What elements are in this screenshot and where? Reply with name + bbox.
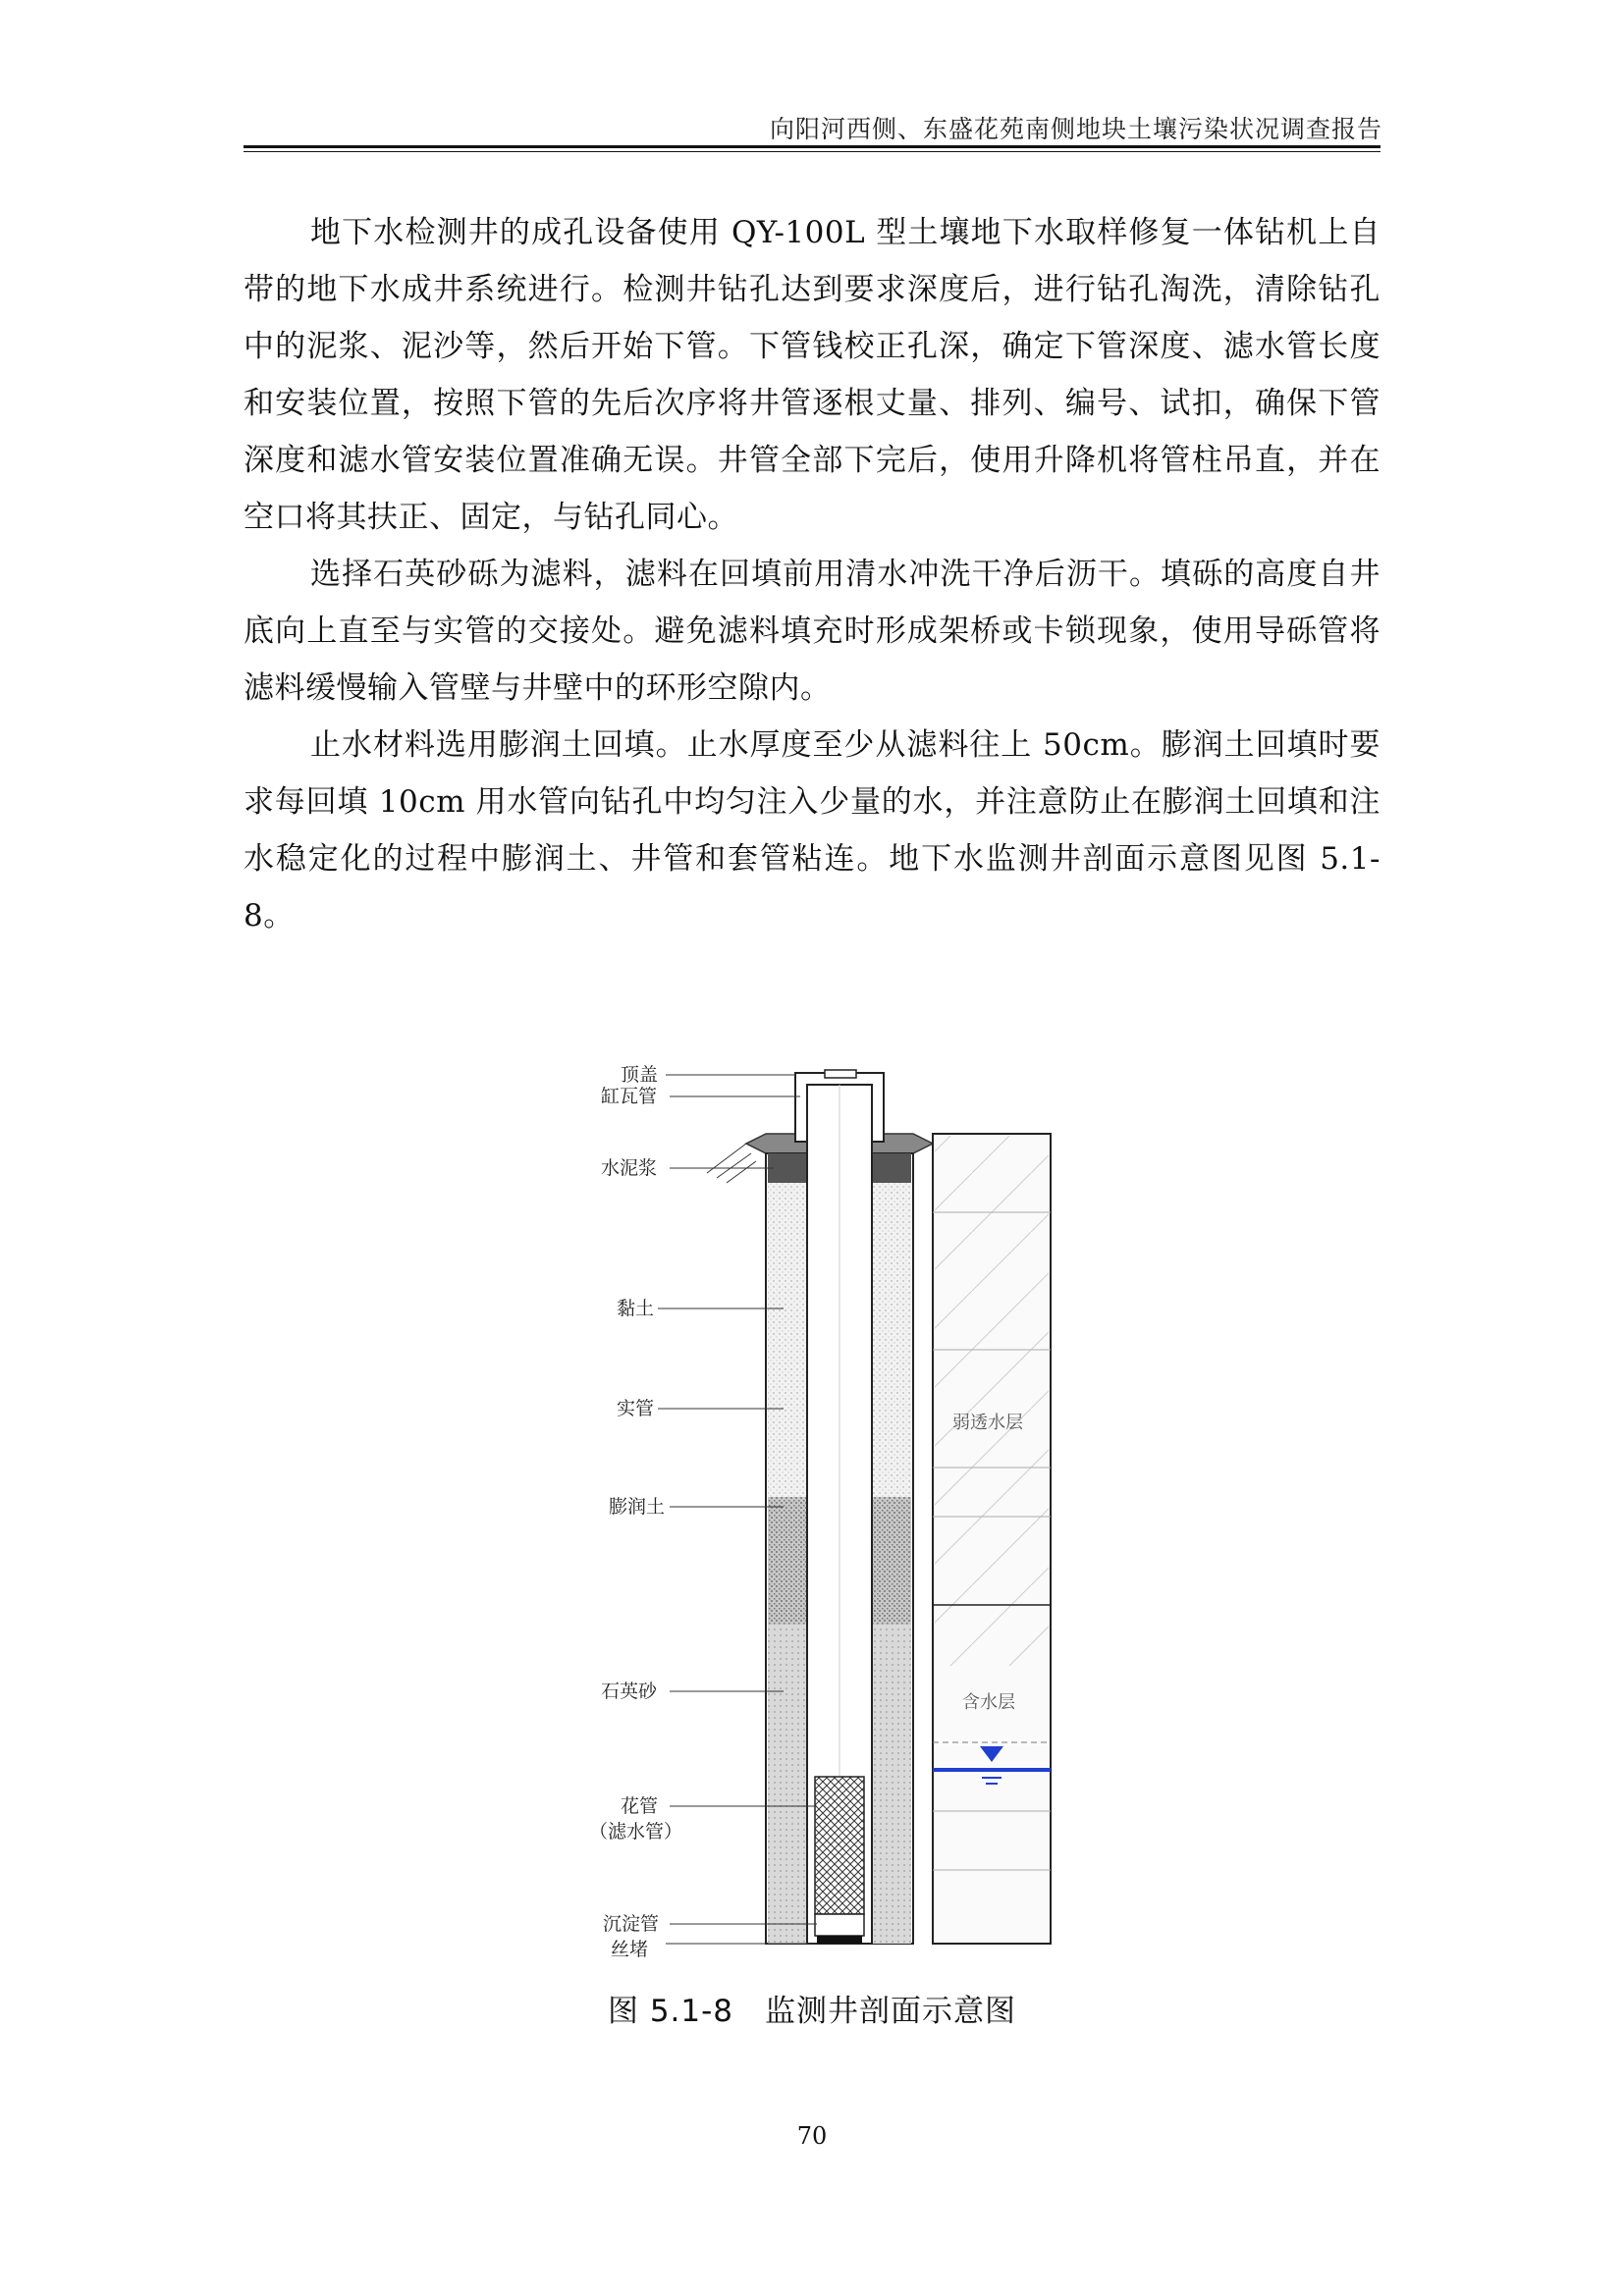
header-rule bbox=[244, 145, 1380, 148]
label-sediment-pipe: 沉淀管 bbox=[603, 1913, 660, 1935]
label-screen-pipe: 花管 bbox=[621, 1795, 659, 1817]
screen-pipe bbox=[815, 1777, 864, 1914]
paragraph-2: 选择石英砂砾为滤料，滤料在回填前用清水冲洗干净后沥干。填砾的高度自井底向上直至与实管的交接处。避免滤料填充时形成架桥或卡锁现象，使用导砾管将滤料缓慢输入管壁与井壁中的环形空隙内。 bbox=[244, 557, 1380, 706]
label-bentonite: 膨润土 bbox=[609, 1496, 666, 1518]
label-screen-pipe-note: （滤水管） bbox=[589, 1821, 683, 1842]
plug bbox=[817, 1936, 862, 1944]
label-solid-pipe: 实管 bbox=[617, 1398, 655, 1419]
figure-caption: 图 5.1-8 监测井剖面示意图 bbox=[607, 1994, 1017, 2029]
label-cement-slurry: 水泥浆 bbox=[601, 1157, 658, 1179]
header-rule-thin bbox=[244, 151, 1380, 152]
layer-aquifer: 含水层 bbox=[962, 1692, 1015, 1713]
paragraph-1: 地下水检测井的成孔设备使用 QY-100L 型土壤地下水取样修复一体钻机上自带的地下水成井系统进行。检测井钻孔达到要求深度后，进行钻孔淘洗，清除钻孔中的泥浆、泥沙等，然后开始下管。下管钱校正孔深，确定下管深度、滤水管长度和安装位置，按照下管的先后次序将井管逐根丈量、排列、编号、试扣，确保下管深度和滤水管安装位置准确无误。井管全部下完后，使用升降机将管柱吊直，并在空口将其扶正、固定，与钻孔同心。 bbox=[244, 215, 1380, 535]
running-header: 向阳河西侧、东盛花苑南侧地块土壤污染状况调查报告 bbox=[769, 115, 1382, 143]
label-casing-pipe: 缸瓦管 bbox=[601, 1086, 658, 1107]
page-number: 70 bbox=[796, 2122, 828, 2150]
paragraph-3: 止水材料选用膨润土回填。止水厚度至少从滤料往上 50cm。膨润土回填时要求每回填 10cm 用水管向钻孔中均匀注入少量的水，并注意防止在膨润土回填和注水稳定化的过程中膨润土、井管和套管粘连。地下水监测井剖面示意图见图 5.1-8。 bbox=[244, 727, 1380, 934]
layer-aquitard: 弱透水层 bbox=[952, 1413, 1023, 1433]
bentonite-fill bbox=[768, 1497, 807, 1625]
quartz-sand-fill bbox=[768, 1625, 807, 1944]
label-plug: 丝堵 bbox=[611, 1939, 649, 1960]
label-top-cover: 顶盖 bbox=[621, 1064, 659, 1086]
sediment-pipe bbox=[815, 1914, 864, 1936]
label-quartz-sand: 石英砂 bbox=[601, 1681, 658, 1702]
body-text bbox=[244, 204, 1380, 944]
label-clay: 黏土 bbox=[617, 1298, 655, 1319]
monitoring-well-diagram bbox=[560, 1055, 1060, 1963]
clay-fill bbox=[768, 1183, 807, 1497]
